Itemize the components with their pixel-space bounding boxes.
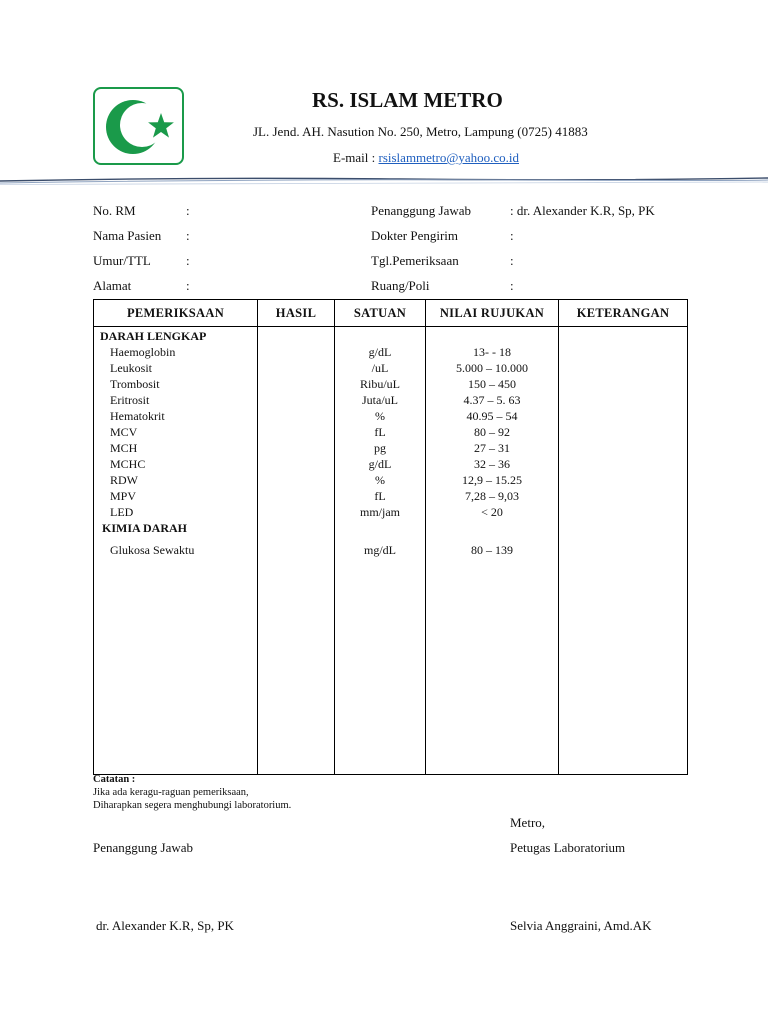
crescent-star-icon xyxy=(95,89,182,163)
no-rm-colon: : xyxy=(186,203,190,218)
penanggung-jawab-value: : dr. Alexander K.R, Sp, PK xyxy=(510,203,655,218)
email-link[interactable]: rsislammetro@yahoo.co.id xyxy=(378,150,519,165)
no-rm-label: No. RM xyxy=(93,203,136,218)
test-reference: 5.000 – 10.000 xyxy=(456,361,528,375)
test-unit: mm/jam xyxy=(360,505,400,519)
notes-line: Diharapkan segera menghubungi laboratorium. xyxy=(93,800,292,811)
test-reference: 27 – 31 xyxy=(474,441,510,455)
pemeriksaan-column xyxy=(94,327,258,775)
signature-place: Metro, xyxy=(510,815,546,830)
ruang-poli-label: Ruang/Poli xyxy=(371,278,430,293)
signature-left-role: Penanggung Jawab xyxy=(93,840,194,855)
nama-pasien-label: Nama Pasien xyxy=(93,228,162,243)
table-body-row xyxy=(94,327,688,775)
results-table xyxy=(93,299,688,775)
test-name: Leukosit xyxy=(110,361,152,375)
header-hasil: HASIL xyxy=(258,300,335,327)
test-unit: % xyxy=(375,409,385,423)
test-name: MCHC xyxy=(110,457,146,471)
notes xyxy=(93,773,291,812)
test-unit: Ribu/uL xyxy=(359,377,400,391)
test-unit: g/dL xyxy=(368,457,392,471)
signature-right-name: Selvia Anggraini, Amd.AK xyxy=(510,918,652,933)
test-name: Trombosit xyxy=(110,377,160,391)
test-reference xyxy=(426,520,558,536)
keterangan-column xyxy=(559,327,688,775)
test-reference: 40.95 – 54 xyxy=(466,409,518,423)
test-unit: g/dL xyxy=(368,345,392,359)
test-name: Eritrosit xyxy=(110,393,150,407)
hospital-name: RS. ISLAM METRO xyxy=(312,88,503,112)
test-reference: 4.37 – 5. 63 xyxy=(463,393,521,407)
header-keterangan: KETERANGAN xyxy=(559,300,688,327)
notes-line: Jika ada keragu-raguan pemeriksaan, xyxy=(93,787,249,798)
signature-left-name: dr. Alexander K.R, Sp, PK xyxy=(96,918,234,933)
test-reference: 150 – 450 xyxy=(468,377,516,391)
test-reference: < 20 xyxy=(481,505,503,519)
test-name: Glukosa Sewaktu xyxy=(110,543,195,557)
header-pemeriksaan: PEMERIKSAAN xyxy=(94,300,258,327)
test-reference: 12,9 – 15.25 xyxy=(462,473,522,487)
signature-right-role: Petugas Laboratorium xyxy=(510,840,626,855)
alamat-label: Alamat xyxy=(93,278,132,293)
penanggung-jawab-label: Penanggung Jawab xyxy=(371,203,472,218)
test-reference: 80 – 92 xyxy=(474,425,510,439)
test-unit: /uL xyxy=(371,361,389,375)
test-name: Hematokrit xyxy=(110,409,165,423)
test-name: MCH xyxy=(110,441,138,455)
tgl-pemeriksaan-colon: : xyxy=(510,253,514,268)
test-unit: fL xyxy=(374,489,386,503)
dokter-pengirim-label: Dokter Pengirim xyxy=(371,228,459,243)
test-unit: mg/dL xyxy=(364,543,396,557)
hospital-logo xyxy=(93,87,184,165)
hasil-column xyxy=(258,327,335,775)
umur-ttl-label: Umur/TTL xyxy=(93,253,151,268)
section-label: KIMIA DARAH xyxy=(102,521,188,535)
test-name: Haemoglobin xyxy=(110,345,176,359)
test-unit: % xyxy=(375,473,385,487)
dokter-pengirim-colon: : xyxy=(510,228,514,243)
test-unit: fL xyxy=(374,425,386,439)
test-name: MCV xyxy=(110,425,138,439)
nilai-rujukan-column xyxy=(426,327,559,775)
notes-title: Catatan : xyxy=(93,774,136,785)
header-satuan: SATUAN xyxy=(335,300,426,327)
satuan-column xyxy=(335,327,426,775)
test-reference: 7,28 – 9,03 xyxy=(465,489,519,503)
header-nilai-rujukan: NILAI RUJUKAN xyxy=(426,300,559,327)
test-unit: Juta/uL xyxy=(362,393,398,407)
email-label: E-mail : xyxy=(333,150,379,165)
test-reference: 13- - 18 xyxy=(473,345,511,359)
test-name: MPV xyxy=(110,489,137,503)
table-header-row xyxy=(94,300,688,327)
test-unit: pg xyxy=(374,441,386,455)
hospital-address: JL. Jend. AH. Nasution No. 250, Metro, Lampung (0725) 41883 xyxy=(253,124,588,139)
alamat-colon: : xyxy=(186,278,190,293)
nama-pasien-colon: : xyxy=(186,228,190,243)
section-label: DARAH LENGKAP xyxy=(100,329,207,343)
umur-ttl-colon: : xyxy=(186,253,190,268)
ruang-poli-colon: : xyxy=(510,278,514,293)
header-divider xyxy=(0,176,768,186)
tgl-pemeriksaan-label: Tgl.Pemeriksaan xyxy=(371,253,459,268)
test-name: RDW xyxy=(110,473,138,487)
hospital-email xyxy=(333,150,519,166)
test-unit xyxy=(335,520,425,536)
test-name: LED xyxy=(110,505,134,519)
test-reference: 80 – 139 xyxy=(471,543,513,557)
test-reference: 32 – 36 xyxy=(474,457,510,471)
